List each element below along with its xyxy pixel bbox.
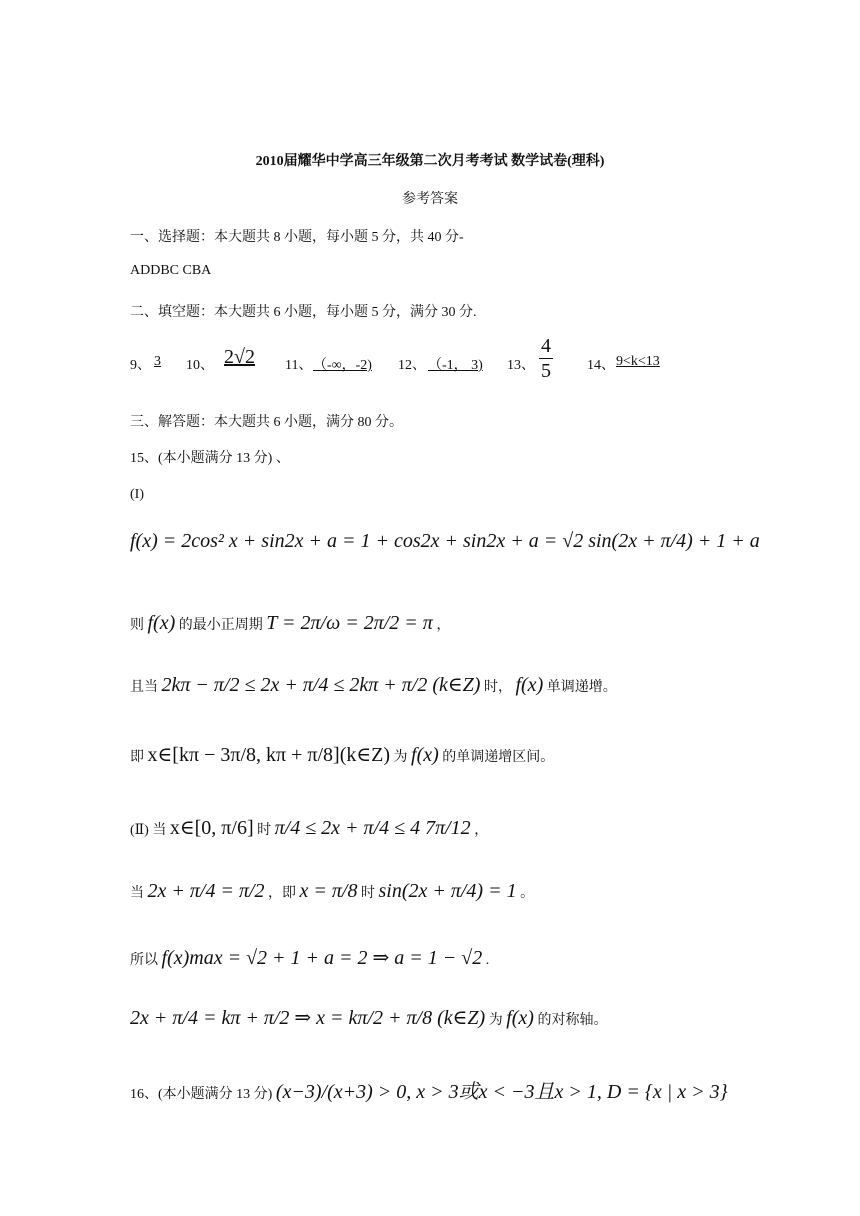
period-line bbox=[130, 612, 450, 635]
part2-mid: 时 bbox=[257, 823, 272, 838]
part2-suffix: ， bbox=[474, 823, 489, 838]
when-equation-1: 2x + π/4 = π/2 bbox=[147, 880, 265, 902]
period-text: 的最小正周期 bbox=[178, 618, 263, 633]
q15-heading: 15、(本小题满分 13 分) 、 bbox=[130, 451, 290, 466]
q16-line bbox=[130, 1075, 728, 1104]
page-title: 2010届耀华中学高三年级第二次月考考试 数学试卷(理科) bbox=[255, 154, 605, 169]
period-equation: T = 2π/ω = 2π/2 = π bbox=[266, 612, 433, 634]
q12-label: 12、 bbox=[398, 358, 426, 373]
part2-range: π/4 ≤ 2x + π/4 ≤ 4 7π/12 bbox=[274, 817, 471, 839]
equation-1: f(x) = 2cos² x + sin2x + a = 1 + cos2x + sin2x + a = √2 sin(2x + π/4) + 1 + a bbox=[130, 530, 760, 552]
max-suffix: . bbox=[485, 953, 490, 968]
interval-prefix: 即 bbox=[130, 750, 144, 765]
q14-value: 9<k<13 bbox=[616, 354, 660, 369]
q13-fraction bbox=[539, 334, 553, 383]
q13-denominator: 5 bbox=[541, 360, 551, 382]
part2-line bbox=[130, 815, 488, 840]
page-subtitle: 参考答案 bbox=[402, 192, 458, 207]
increase-suffix: 单调递增。 bbox=[546, 680, 617, 695]
interval-fx: f(x) bbox=[411, 744, 439, 766]
axis-equation: 2x + π/4 = kπ + π/2 ⇒ x = kπ/2 + π/8 (k∈Z) bbox=[130, 1007, 486, 1029]
q16-heading: 16、(本小题满分 13 分) bbox=[130, 1087, 273, 1102]
increase-prefix: 且当 bbox=[130, 680, 158, 695]
section3-heading: 三、解答题：本大题共 6 小题，满分 80 分。 bbox=[130, 415, 403, 430]
q11-label: 11、 bbox=[285, 358, 313, 373]
max-line bbox=[130, 945, 489, 970]
axis-line bbox=[130, 1005, 607, 1030]
section1-answers: ADDBC CBA bbox=[130, 263, 212, 278]
increase-mid: 时， bbox=[483, 680, 512, 695]
axis-suffix: 的对称轴。 bbox=[537, 1013, 608, 1028]
when-line bbox=[130, 880, 534, 903]
section1-heading: 一、选择题：本大题共 8 小题，每小题 5 分，共 40 分- bbox=[130, 230, 464, 245]
increase-line bbox=[130, 672, 617, 697]
max-prefix: 所以 bbox=[130, 953, 158, 968]
when-equation-2: x = π/8 bbox=[299, 880, 358, 902]
when-prefix: 当 bbox=[130, 886, 144, 901]
q9-value: 3 bbox=[154, 354, 161, 369]
period-suffix: ， bbox=[436, 618, 451, 633]
when-equation-3: sin(2x + π/4) = 1 bbox=[378, 880, 517, 902]
when-mid-1: ，即 bbox=[268, 886, 297, 901]
interval-mid: 为 bbox=[393, 750, 408, 765]
q9-label: 9、 bbox=[130, 358, 151, 373]
when-suffix: 。 bbox=[520, 886, 535, 901]
interval-line bbox=[130, 742, 554, 767]
part1-label: (I) bbox=[130, 487, 144, 502]
q11-value: （-∞，-2) bbox=[313, 358, 372, 373]
axis-mid: 为 bbox=[488, 1013, 503, 1028]
q10-value: 2√2 bbox=[224, 346, 255, 368]
when-mid-2: 时 bbox=[360, 886, 375, 901]
part2-prefix: (Ⅱ) 当 bbox=[130, 823, 167, 838]
q10-label: 10、 bbox=[186, 358, 214, 373]
q13-label: 13、 bbox=[507, 358, 535, 373]
part2-domain: x∈[0, π/6] bbox=[169, 817, 254, 839]
q12-value: （-1， 3) bbox=[428, 358, 483, 373]
axis-fx: f(x) bbox=[506, 1007, 534, 1029]
q13-numerator: 4 bbox=[541, 335, 551, 357]
q16-equation: (x−3)/(x+3) > 0, x > 3或x < −3且x > 1, D = {x | x > 3} bbox=[275, 1081, 728, 1103]
period-prefix: 则 bbox=[130, 618, 144, 633]
interval-equation: x∈[kπ − 3π/8, kπ + π/8](k∈Z) bbox=[147, 744, 391, 766]
increase-fx: f(x) bbox=[515, 674, 544, 696]
increase-equation: 2kπ − π/2 ≤ 2x + π/4 ≤ 2kπ + π/2 (k∈Z) bbox=[161, 674, 481, 696]
period-fx: f(x) bbox=[147, 612, 176, 634]
q14-label: 14、 bbox=[587, 358, 615, 373]
section2-heading: 二、填空题：本大题共 6 小题，每小题 5 分，满分 30 分. bbox=[130, 305, 477, 320]
interval-suffix: 的单调递增区间。 bbox=[442, 750, 555, 765]
max-equation: f(x)max = √2 + 1 + a = 2 ⇒ a = 1 − √2 bbox=[161, 947, 483, 969]
